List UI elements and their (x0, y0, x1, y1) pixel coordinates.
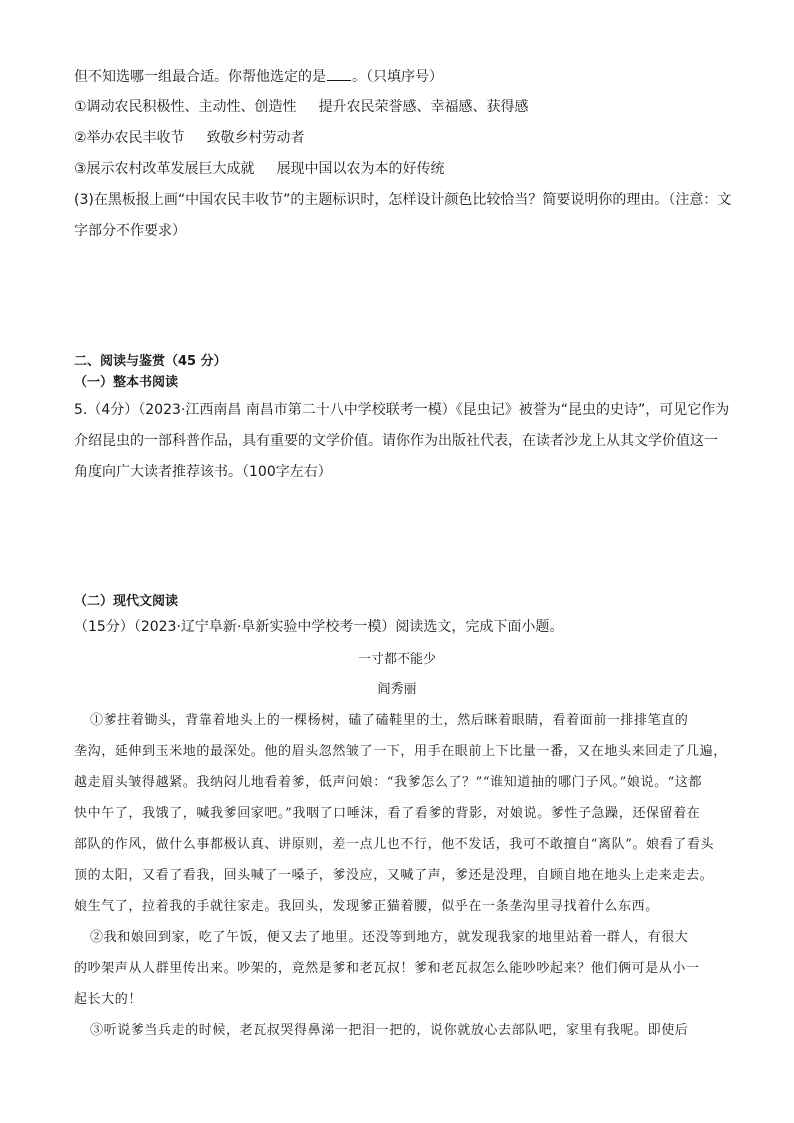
article-author: 阎秀丽 (377, 682, 417, 697)
section-title: 二、阅读与鉴赏（45 分） (74, 354, 227, 369)
subsection-modern-reading: （二）现代文阅读 (74, 594, 179, 609)
option-1-part-a: ①调动农民积极性、主动性、创造性 (74, 99, 297, 115)
paragraph-2-line-1: ②我和娘回到家，吃了午饭，便又去了地里。还没等到地方，就发现我家的地里站着一群人，有很大 (90, 930, 689, 945)
option-3-part-a: ③展示农村改革发展巨大成就 (74, 161, 255, 177)
article-title: 一寸都不能少 (357, 652, 436, 667)
question-5-line-2: 介绍昆虫的一部科普作品，具有重要的文学价值。请你作为出版社代表，在读者沙龙上从其文学价值这一 (74, 433, 718, 449)
reading-intro: （15分）（2023·辽宁阜新·阜新实验中学校考一模）阅读选文，完成下面小题。 (74, 619, 564, 635)
option-1-part-b: 提升农民荣誉感、幸福感、获得感 (318, 99, 529, 115)
option-3-part-b: 展现中国以农为本的好传统 (276, 161, 445, 177)
paragraph-1-line-3: 越走眉头皱得越紧。我纳闷儿地看着爹，低声问娘：“我爹怎么了？”“谁知道抽的哪门子风。”娘说。“这都 (74, 775, 703, 790)
paragraph-1-line-4: 快中午了，我饿了，喊我爹回家吧。”我咽了口唾沫，看了看爹的背影，对娘说。爹性子急躁，还保留着在 (74, 806, 701, 821)
paragraph-2-line-2: 的吵架声从人群里传出来。吵架的，竟然是爹和老瓦叔！爹和老瓦叔怎么能吵吵起来？他们俩可是从小一 (74, 961, 700, 976)
question-line-1 (74, 66, 443, 87)
paragraph-1-line-7: 娘生气了，拉着我的手就往家走。我回头，发现爹正猫着腰，似乎在一条垄沟里寻找着什么东西。 (74, 899, 659, 914)
question-text-before-blank: 但不知选哪一组最合适。你帮他选定的是 (74, 69, 326, 85)
paragraph-1-line-6: 顶的太阳，又看了看我，回头喊了一嗓子，爹没应，又喊了声，爹还是没理，自顾自地在地头上走来走去。 (74, 868, 714, 883)
question-3-line-1: (3)在黑板报上画“中国农民丰收节”的主题标识时，怎样设计颜色比较恰当？简要说明你的理由。（注意：文 (74, 192, 732, 208)
paragraph-3-line-1: ③听说爹当兵走的时候，老瓦叔哭得鼻涕一把泪一把的，说你就放心去部队吧，家里有我呢。即使后 (90, 1023, 689, 1038)
option-1 (74, 97, 529, 117)
option-2-part-b: 致敬乡村劳动者 (206, 130, 305, 146)
answer-blank[interactable] (327, 66, 351, 81)
option-2-part-a: ②举办农民丰收节 (74, 130, 185, 146)
option-2 (74, 128, 305, 148)
question-5-line-1: 5.（4分）（2023·江西南昌 南昌市第二十八中学校联考一模）《昆虫记》被誉为“昆虫的史诗”，可见它作为 (74, 402, 730, 418)
paragraph-1-line-2: 垄沟，延伸到玉米地的最深处。他的眉头忽然皱了一下，用手在眼前上下比量一番，又在地头来回走了几遍， (74, 744, 727, 759)
question-text-after-blank: 。（只填序号） (352, 69, 443, 85)
question-3-line-2: 字部分不作要求） (74, 223, 186, 239)
paragraph-1-line-1: ①爹拄着锄头，背靠着地头上的一棵杨树，磕了磕鞋里的土，然后眯着眼睛，看着面前一排排笔直的 (90, 713, 689, 728)
subsection-whole-book: （一）整本书阅读 (74, 375, 179, 390)
option-3 (74, 159, 445, 179)
question-5-line-3: 角度向广大读者推荐该书。（100字左右） (74, 464, 332, 480)
paragraph-1-line-5: 部队的作风，做什么事都极认真、讲原则，差一点儿也不行，他不发话，我可不敢擅自“离队”。娘看了看头 (74, 837, 715, 852)
paragraph-2-line-3: 起长大的！ (74, 992, 143, 1007)
